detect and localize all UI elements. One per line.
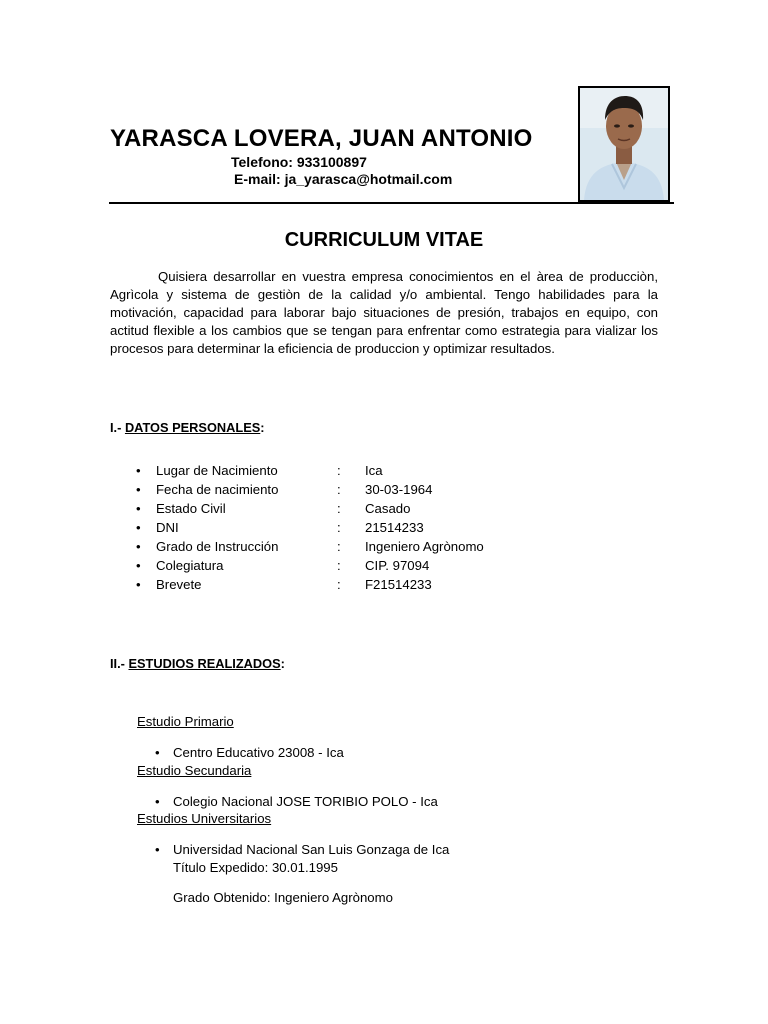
field-separator: : bbox=[337, 539, 341, 554]
field-separator: : bbox=[337, 501, 341, 516]
portrait-photo bbox=[578, 86, 670, 202]
section-suffix: : bbox=[260, 420, 265, 435]
phone-number: Telefono: 933100897 bbox=[231, 154, 367, 170]
degree-obtained-line: Grado Obtenido: Ingeniero Agrònomo bbox=[173, 890, 393, 905]
header-divider bbox=[109, 202, 674, 204]
document-title: CURRICULUM VITAE bbox=[284, 229, 484, 251]
field-label: Fecha de nacimiento bbox=[156, 482, 279, 497]
primary-studies-label: Estudio Primario bbox=[137, 714, 234, 729]
item-text: Universidad Nacional San Luis Gonzaga de Ica bbox=[173, 842, 450, 857]
field-value: CIP. 97094 bbox=[365, 558, 430, 573]
bullet-icon: • bbox=[136, 558, 141, 573]
field-label: Grado de Instrucción bbox=[156, 539, 279, 554]
field-value: Ingeniero Agrònomo bbox=[365, 539, 484, 554]
field-separator: : bbox=[337, 520, 341, 535]
section-suffix: : bbox=[280, 656, 285, 671]
field-label: Colegiatura bbox=[156, 558, 224, 573]
bullet-icon: • bbox=[136, 539, 141, 554]
field-value: Casado bbox=[365, 501, 411, 516]
portrait-icon bbox=[580, 88, 668, 200]
section-title: ESTUDIOS REALIZADOS bbox=[128, 656, 281, 671]
field-label: DNI bbox=[156, 520, 179, 535]
field-label: Lugar de Nacimiento bbox=[156, 463, 278, 478]
bullet-icon: • bbox=[155, 794, 160, 809]
secondary-studies-label: Estudio Secundaria bbox=[137, 763, 252, 778]
field-value: 21514233 bbox=[365, 520, 424, 535]
field-label: Estado Civil bbox=[156, 501, 226, 516]
bullet-icon: • bbox=[136, 520, 141, 535]
bullet-icon: • bbox=[155, 745, 160, 760]
section-prefix: II.- bbox=[110, 656, 129, 671]
bullet-icon: • bbox=[136, 577, 141, 592]
field-separator: : bbox=[337, 463, 341, 478]
section-heading-studies bbox=[110, 656, 285, 671]
bullet-icon: • bbox=[155, 842, 160, 857]
title-issued-line: Título Expedido: 30.01.1995 bbox=[173, 860, 338, 875]
university-studies-label: Estudios Universitarios bbox=[137, 811, 272, 826]
field-separator: : bbox=[337, 482, 341, 497]
field-value: F21514233 bbox=[365, 577, 432, 592]
bullet-icon: • bbox=[136, 463, 141, 478]
field-separator: : bbox=[337, 577, 341, 592]
field-value: 30-03-1964 bbox=[365, 482, 433, 497]
field-label: Brevete bbox=[156, 577, 202, 592]
candidate-name: YARASCA LOVERA, JUAN ANTONIO bbox=[110, 125, 533, 152]
field-value: Ica bbox=[365, 463, 383, 478]
section-title: DATOS PERSONALES bbox=[124, 420, 261, 435]
field-separator: : bbox=[337, 558, 341, 573]
section-prefix: I.- bbox=[110, 420, 125, 435]
section-heading-personal bbox=[110, 420, 265, 435]
bullet-icon: • bbox=[136, 482, 141, 497]
bullet-icon: • bbox=[136, 501, 141, 516]
intro-paragraph: Quisiera desarrollar en vuestra empresa conocimientos en el àrea de producciòn, Agrìcola y sistema de gestiòn de la calidad y/o ambiental. Tengo habilidades para la motivación, capacidad para laborar bajo situaciones de presión, trabajos en equipo, con actitud flexible a los cambios que se tengan para enfrentar como estrategia para vializar los procesos para determinar la eficiencia de produccion y optimizar resultados. bbox=[110, 269, 658, 356]
item-text: Centro Educativo 23008 - Ica bbox=[173, 745, 344, 760]
email-address: E-mail: ja_yarasca@hotmail.com bbox=[234, 171, 453, 187]
item-text: Colegio Nacional JOSE TORIBIO POLO - Ica bbox=[173, 794, 438, 809]
